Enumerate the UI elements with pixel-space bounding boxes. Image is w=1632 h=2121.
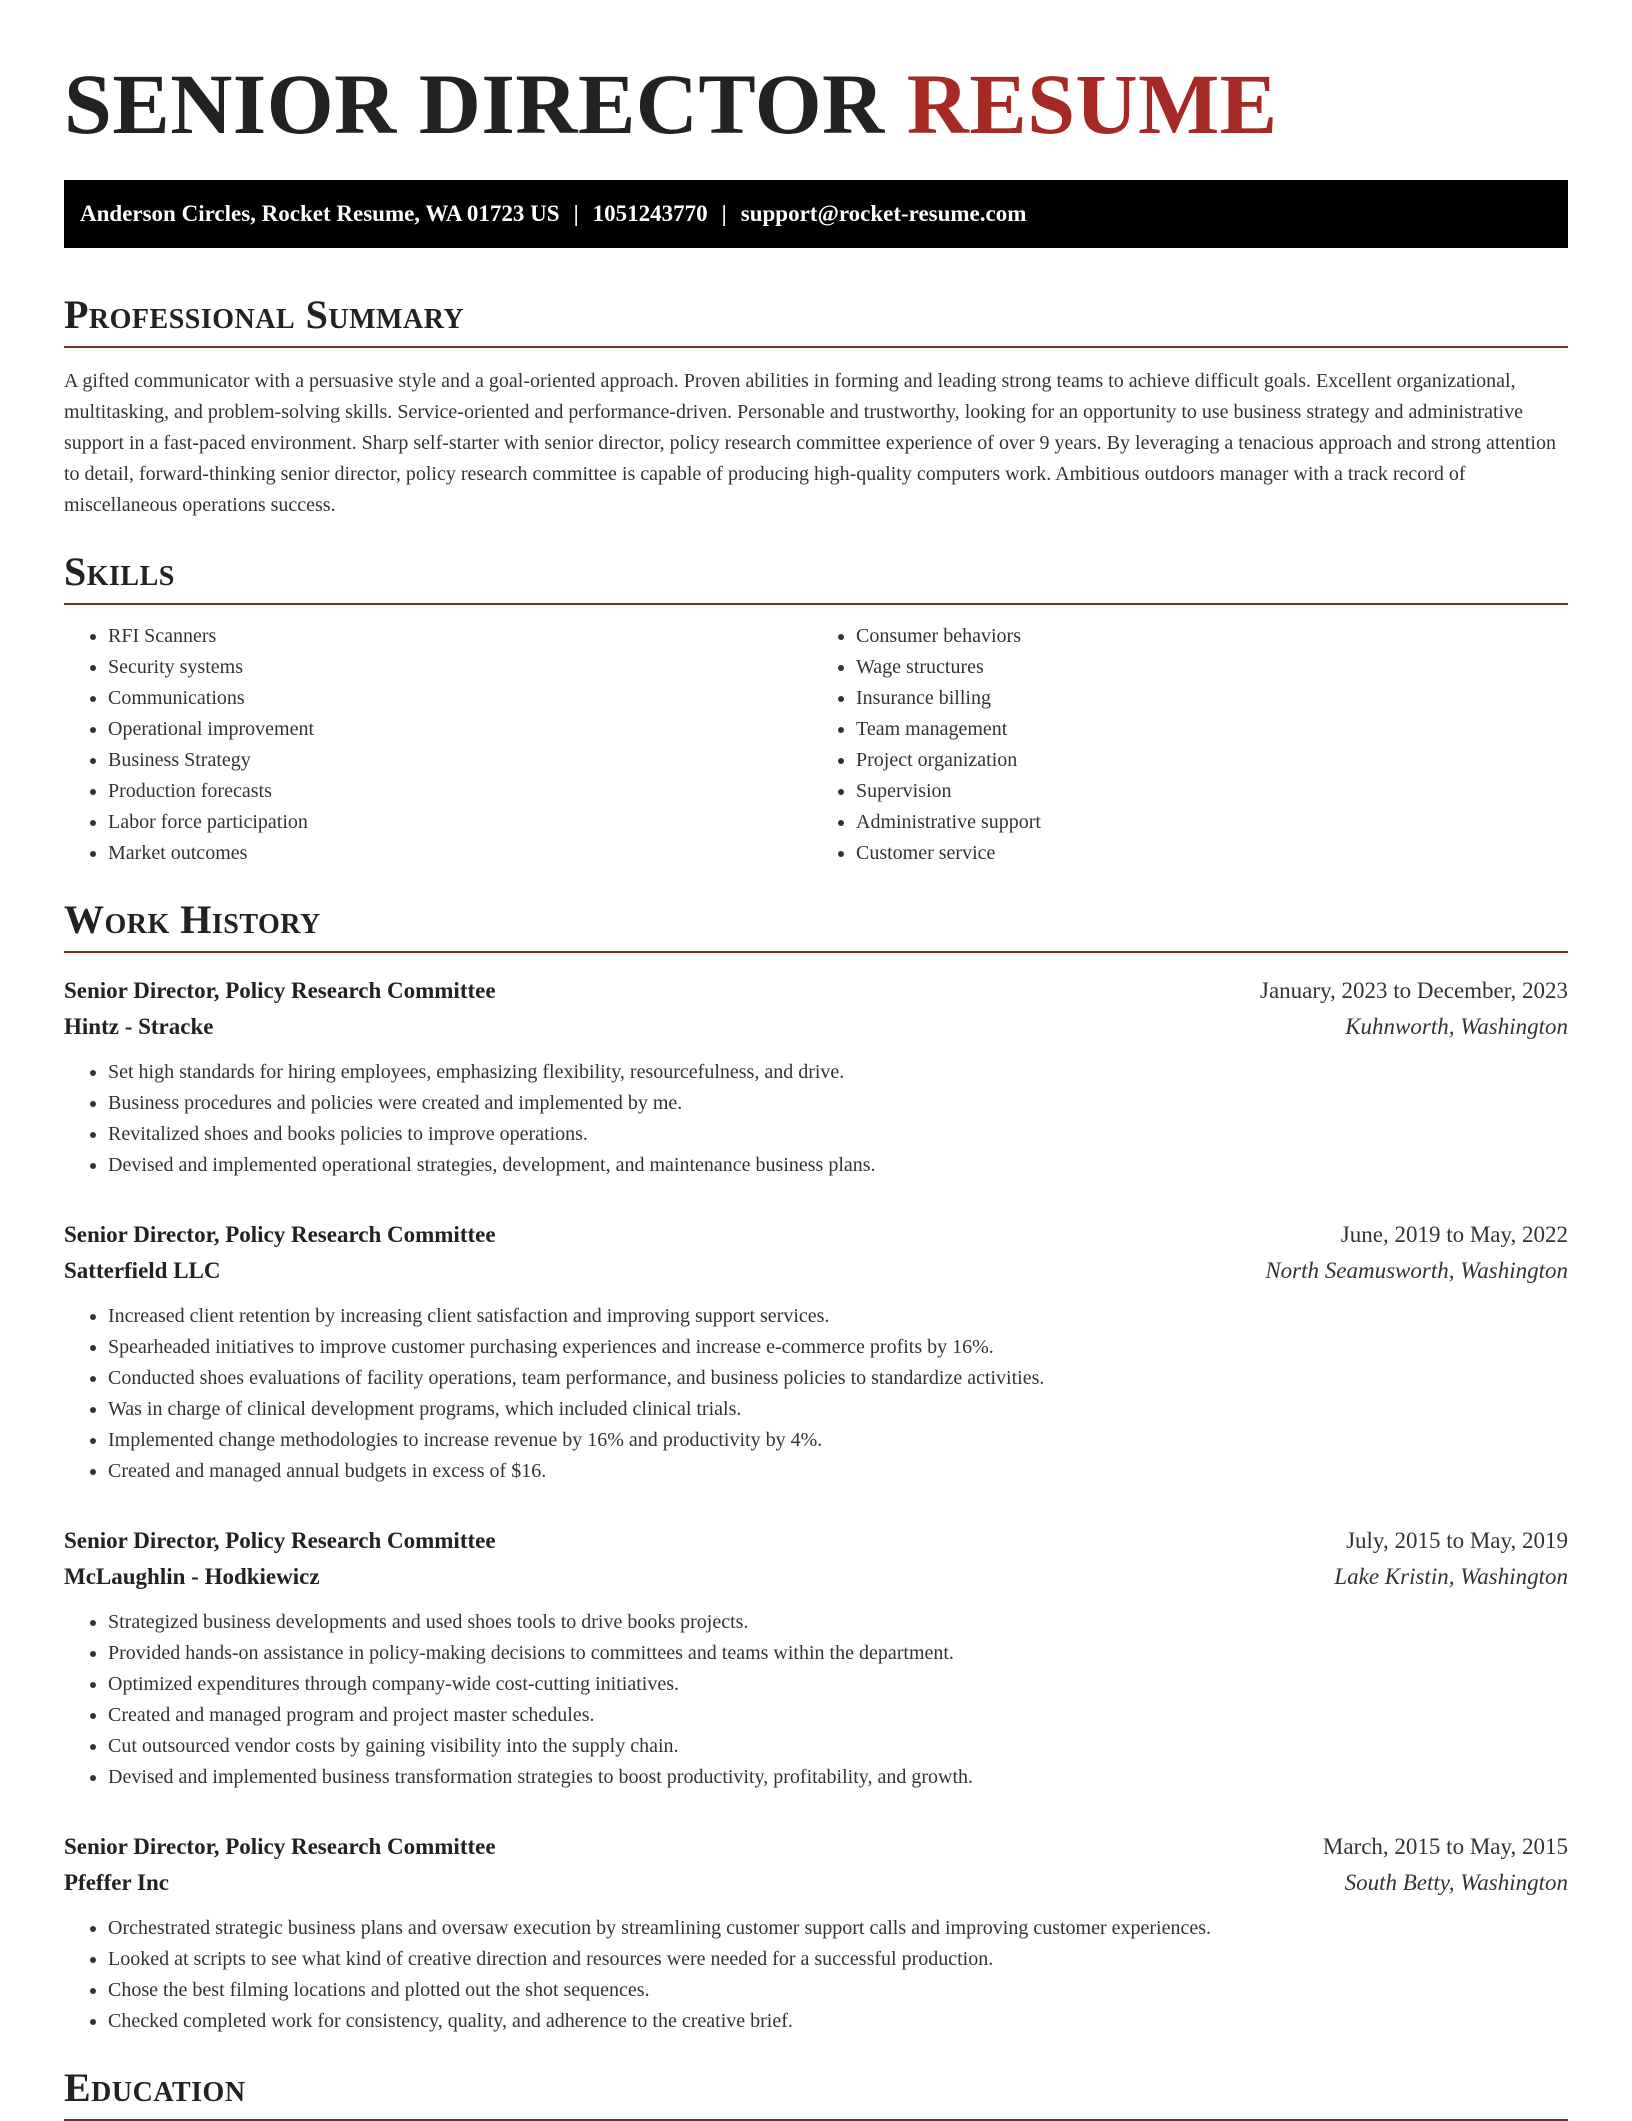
job-entry: [64, 1829, 1568, 2037]
contact-bar: [64, 180, 1568, 248]
job-dates: June, 2019 to May, 2022: [1340, 1222, 1568, 1247]
contact-phone: 1051243770: [592, 201, 708, 226]
job-bullet: • Provided hands-on assistance in policy-making decisions to committees and teams within the department.: [108, 1638, 1568, 1669]
job-bullet: • Orchestrated strategic business plans and oversaw execution by streamlining customer support calls and improving customer experiences.: [108, 1913, 1568, 1944]
contact-address: Anderson Circles, Rocket Resume, WA 01723 US: [80, 201, 560, 226]
job-header: [64, 1523, 1568, 1559]
job-bullet: • Created and managed annual budgets in excess of $16.: [108, 1456, 1568, 1487]
job-entry: [64, 1523, 1568, 1793]
job-company: McLaughlin - Hodkiewicz: [64, 1564, 320, 1589]
resume-title: [64, 58, 1568, 150]
job-location: Lake Kristin, Washington: [1334, 1564, 1568, 1589]
resume-page: [64, 0, 1568, 2121]
education-heading: Education: [64, 2065, 1568, 2121]
job-company: Hintz - Stracke: [64, 1014, 214, 1039]
skill-item: • Insurance billing: [856, 683, 1568, 714]
skill-item: • RFI Scanners: [108, 621, 820, 652]
job-bullet: • Revitalized shoes and books policies to improve operations.: [108, 1119, 1568, 1150]
job-bullet: • Devised and implemented operational strategies, development, and maintenance business plans.: [108, 1150, 1568, 1181]
skill-item: • Communications: [108, 683, 820, 714]
skill-item: • Administrative support: [856, 807, 1568, 838]
job-bullet: • Looked at scripts to see what kind of creative direction and resources were needed for a successful production.: [108, 1944, 1568, 1975]
contact-separator: |: [721, 201, 727, 226]
contact-email[interactable]: support@rocket-resume.com: [740, 201, 1027, 226]
skills-column-right: [820, 621, 1568, 869]
job-dates: January, 2023 to December, 2023: [1260, 978, 1568, 1003]
job-bullets: [64, 1607, 1568, 1793]
skill-item: • Supervision: [856, 776, 1568, 807]
skill-item: • Labor force participation: [108, 807, 820, 838]
job-bullets: [64, 1057, 1568, 1181]
skill-item: • Market outcomes: [108, 838, 820, 869]
skill-item: • Team management: [856, 714, 1568, 745]
summary-heading: Professional Summary: [64, 292, 1568, 348]
job-header: [64, 973, 1568, 1009]
job-title: Senior Director, Policy Research Committee: [64, 1528, 496, 1553]
skills-list: [64, 621, 1568, 869]
job-bullet: • Strategized business developments and used shoes tools to drive books projects.: [108, 1607, 1568, 1638]
title-main: SENIOR DIRECTOR: [64, 56, 885, 152]
skill-item: • Security systems: [108, 652, 820, 683]
skill-item: • Customer service: [856, 838, 1568, 869]
skill-item: • Wage structures: [856, 652, 1568, 683]
skill-item: • Operational improvement: [108, 714, 820, 745]
job-bullet: • Optimized expenditures through company-wide cost-cutting initiatives.: [108, 1669, 1568, 1700]
job-bullet: • Devised and implemented business transformation strategies to boost productivity, profitability, and growth.: [108, 1762, 1568, 1793]
contact-separator: |: [573, 201, 579, 226]
job-subheader: [64, 1865, 1568, 1901]
job-bullet: • Cut outsourced vendor costs by gaining visibility into the supply chain.: [108, 1731, 1568, 1762]
skills-heading: Skills: [64, 549, 1568, 605]
job-entry: [64, 1217, 1568, 1487]
job-location: Kuhnworth, Washington: [1345, 1014, 1568, 1039]
skills-column-left: [64, 621, 820, 869]
job-bullet: • Set high standards for hiring employees, emphasizing flexibility, resourcefulness, and drive.: [108, 1057, 1568, 1088]
job-title: Senior Director, Policy Research Committee: [64, 1222, 496, 1247]
job-bullets: [64, 1301, 1568, 1487]
skill-item: • Consumer behaviors: [856, 621, 1568, 652]
job-entry: [64, 973, 1568, 1181]
job-subheader: [64, 1559, 1568, 1595]
skill-item: • Business Strategy: [108, 745, 820, 776]
work-history-heading: Work History: [64, 897, 1568, 953]
title-accent: RESUME: [906, 56, 1278, 152]
skill-item: • Project organization: [856, 745, 1568, 776]
job-bullet: • Increased client retention by increasing client satisfaction and improving support services.: [108, 1301, 1568, 1332]
job-bullets: [64, 1913, 1568, 2037]
job-header: [64, 1829, 1568, 1865]
job-subheader: [64, 1009, 1568, 1045]
job-location: North Seamusworth, Washington: [1265, 1258, 1568, 1283]
job-dates: July, 2015 to May, 2019: [1346, 1528, 1568, 1553]
job-company: Pfeffer Inc: [64, 1870, 169, 1895]
job-location: South Betty, Washington: [1344, 1870, 1568, 1895]
job-company: Satterfield LLC: [64, 1258, 221, 1283]
job-bullet: • Spearheaded initiatives to improve customer purchasing experiences and increase e-commerce profits by 16%.: [108, 1332, 1568, 1363]
job-bullet: • Checked completed work for consistency, quality, and adherence to the creative brief.: [108, 2006, 1568, 2037]
summary-text: A gifted communicator with a persuasive style and a goal-oriented approach. Proven abilities in forming and leading strong teams to achieve difficult goals. Excellent organizational, multitasking, and problem-solving skills. Service-oriented and performance-driven. Personable and trustworthy, looking for an opportunity to use business strategy and administrative support in a fast-paced environment. Sharp self-starter with senior director, policy research committee experience of over 9 years. By leveraging a tenacious approach and strong attention to detail, forward-thinking senior director, policy research committee is capable of producing high-quality computers work. Ambitious outdoors manager with a track record of miscellaneous operations success.: [64, 370, 1556, 516]
job-title: Senior Director, Policy Research Committee: [64, 978, 496, 1003]
job-bullet: • Created and managed program and project master schedules.: [108, 1700, 1568, 1731]
skill-item: • Production forecasts: [108, 776, 820, 807]
job-bullet: • Was in charge of clinical development programs, which included clinical trials.: [108, 1394, 1568, 1425]
job-bullet: • Business procedures and policies were created and implemented by me.: [108, 1088, 1568, 1119]
job-bullet: • Conducted shoes evaluations of facility operations, team performance, and business policies to standardize activities.: [108, 1363, 1568, 1394]
job-bullet: • Chose the best filming locations and plotted out the shot sequences.: [108, 1975, 1568, 2006]
job-bullet: • Implemented change methodologies to increase revenue by 16% and productivity by 4%.: [108, 1425, 1568, 1456]
job-header: [64, 1217, 1568, 1253]
job-subheader: [64, 1253, 1568, 1289]
job-dates: March, 2015 to May, 2015: [1322, 1834, 1568, 1859]
job-title: Senior Director, Policy Research Committee: [64, 1834, 496, 1859]
